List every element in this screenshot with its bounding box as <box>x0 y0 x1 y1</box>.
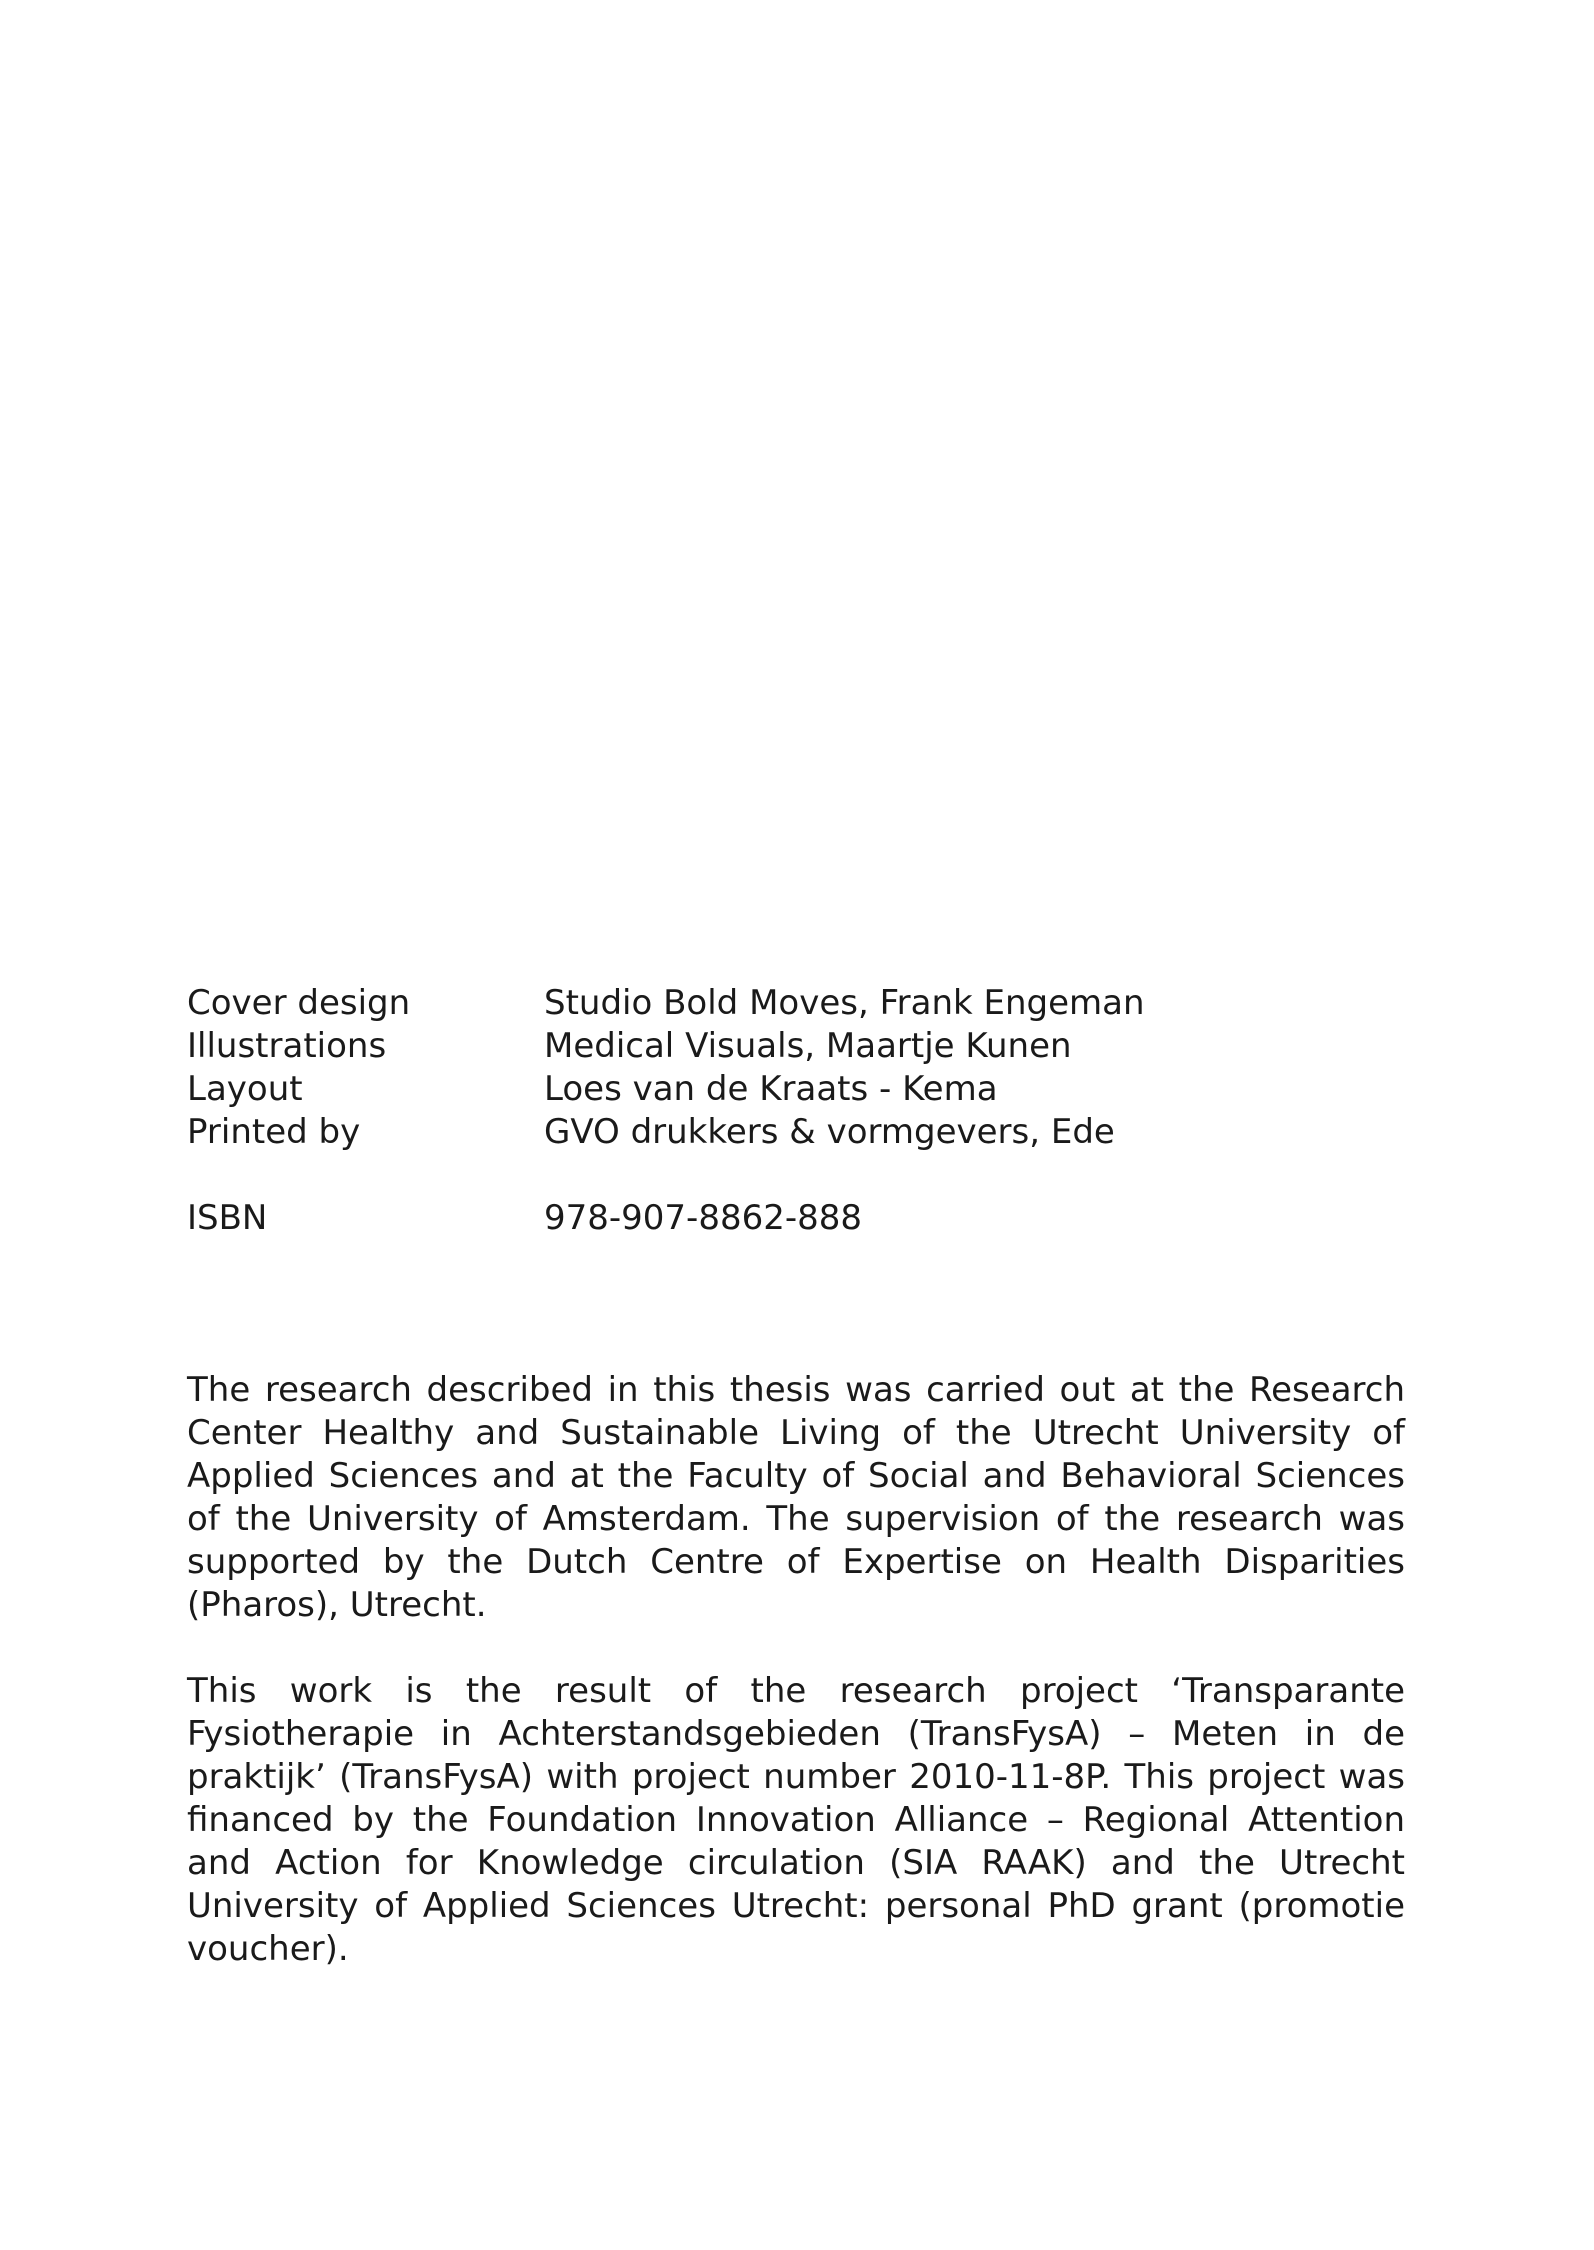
research-statement-paragraph: The research described in this thesis was carried out at the Research Center Healthy and Sustainable Living of the Utrecht University of Applied Sciences and at the Faculty of Social and Behavioral Sciences of the University of Amsterdam. The supervision of the research was supported by the Dutch Centre of Expertise on Health Disparities (Pharos), Utrecht. <box>187 1370 1405 1625</box>
isbn-label: ISBN <box>187 1198 268 1238</box>
credit-label: Cover design <box>187 983 411 1023</box>
credit-label: Layout <box>187 1069 303 1109</box>
colophon-credits <box>187 982 1407 1240</box>
credit-label: Printed by <box>187 1112 361 1152</box>
isbn-row <box>187 1197 1407 1240</box>
credit-value: Medical Visuals, Maartje Kunen <box>544 1026 1072 1066</box>
credit-row-layout <box>187 1068 1407 1111</box>
colophon-statement <box>187 1369 1405 1971</box>
credit-value: Studio Bold Moves, Frank Engeman <box>544 983 1145 1023</box>
credit-label: Illustrations <box>187 1026 387 1066</box>
credit-row-cover-design <box>187 982 1407 1025</box>
funding-statement-paragraph: This work is the result of the research project ‘Transparante Fysiotherapie in Achterstandsgebieden (TransFysA) – Meten in de praktijk’ (TransFysA) with project number 2010-11-8P. This project was financed by the Foundation Innovation Alliance – Regional Attention and Action for Knowledge circulation (SIA RAAK) and the Utrecht University of Applied Sciences Utrecht: personal PhD grant (promotie voucher). <box>187 1671 1405 1969</box>
credit-value: GVO drukkers & vormgevers, Ede <box>544 1112 1115 1152</box>
isbn-value: 978-907-8862-888 <box>544 1198 863 1238</box>
credit-row-illustrations <box>187 1025 1407 1068</box>
credit-value: Loes van de Kraats - Kema <box>544 1069 998 1109</box>
credit-row-printed-by <box>187 1111 1407 1154</box>
